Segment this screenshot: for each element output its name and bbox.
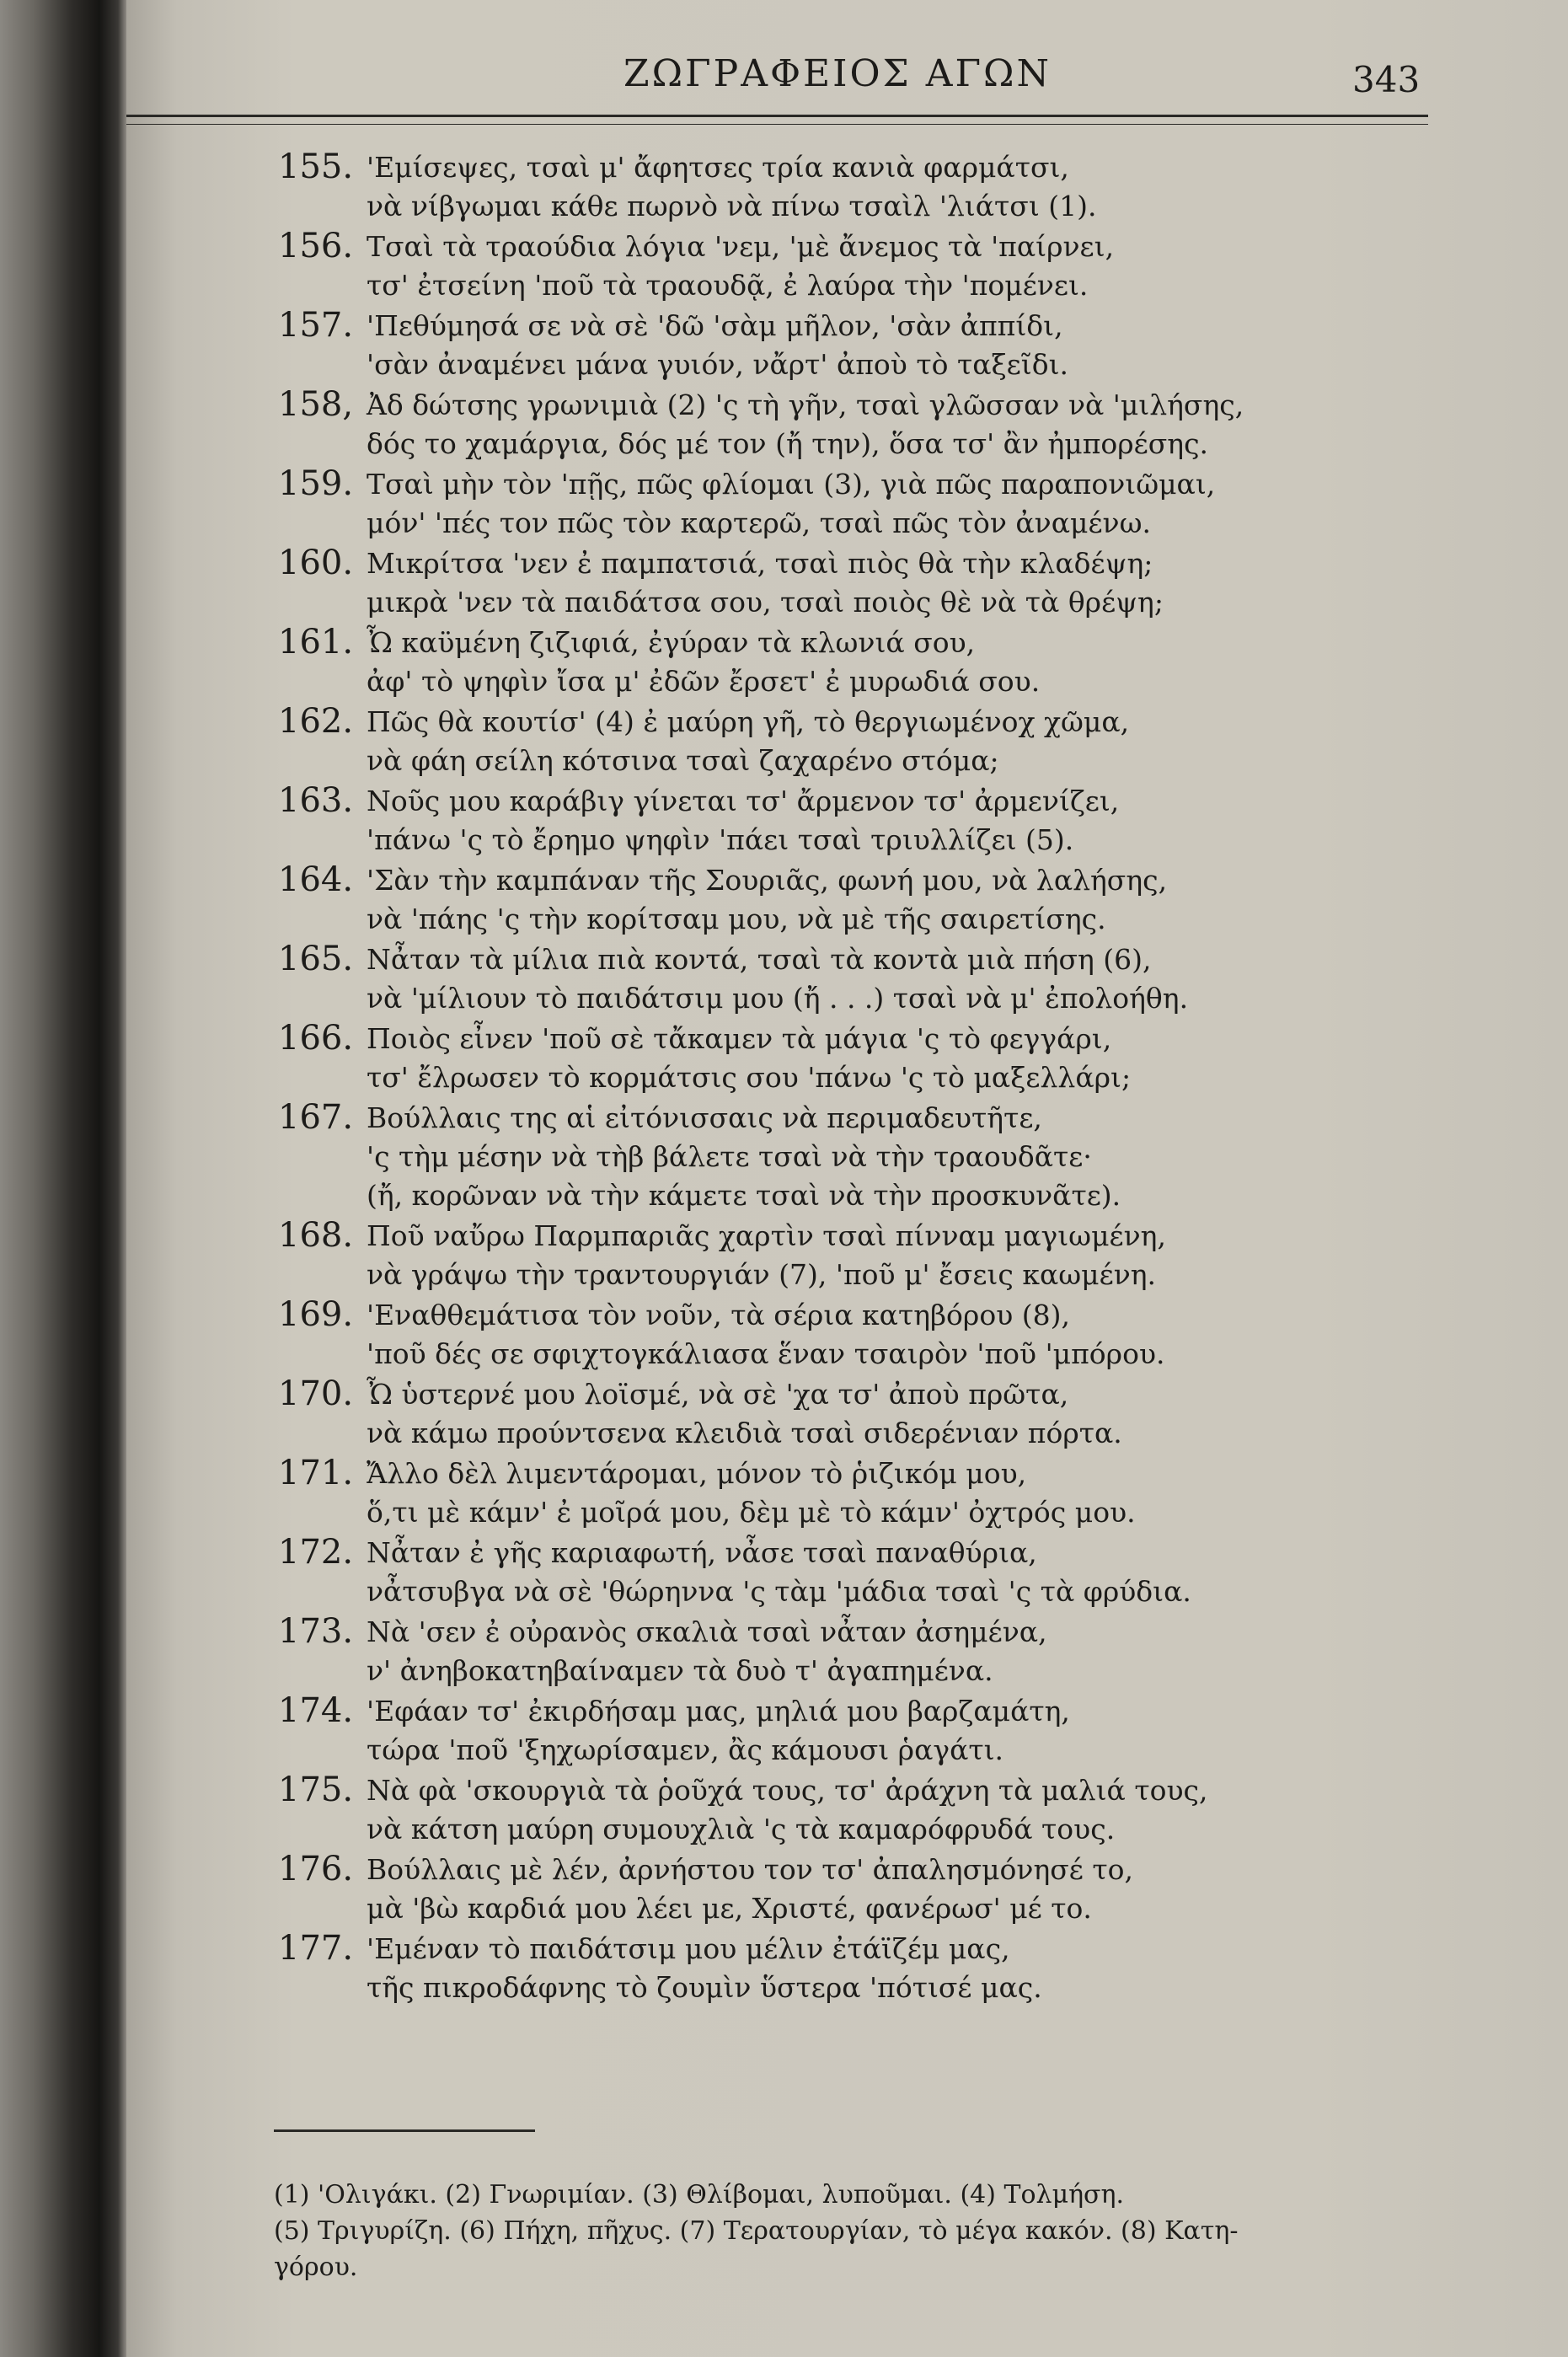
- verse-entry: [126, 1295, 1441, 1374]
- verse-line: τώρα 'ποῦ 'ξηχωρίσαμεν, ἂς κάμουσι ῥαγάτι.: [367, 1733, 1004, 1766]
- verse-number: 159.: [278, 464, 354, 503]
- verse-number: 165.: [278, 940, 354, 978]
- verse-entry: [126, 1770, 1441, 1850]
- verse-line: τσ' ἔλρωσεν τὸ κορμάτσις σου 'πάνω 'ς τὸ μαξελλάρι;: [367, 1061, 1132, 1094]
- verse-line: 'Εμέναν τὸ παιδάτσιμ μου μέλιν ἐτάϊζέμ μας,: [367, 1932, 1010, 1965]
- verse-line: 'Σὰν τὴν καμπάναν τῆς Σουριᾶς, φωνή μου, νὰ λαλήσης,: [367, 864, 1168, 897]
- verse-entry: [126, 940, 1441, 1019]
- verse-number: 168.: [278, 1216, 354, 1255]
- verse-line: Νἆταν ἐ γῆς καριαφωτή, νἆσε τσαὶ παναθύρια,: [367, 1536, 1037, 1569]
- verse-line: (ἤ, κορῶναν νὰ τὴν κάμετε τσαὶ νὰ τὴν προσκυνᾶτε).: [367, 1179, 1121, 1212]
- verse-line: νὰ νίβγωμαι κάθε πωρνὸ νὰ πίνω τσαὶλ 'λιάτσι (1).: [367, 190, 1097, 222]
- verse-line: Βούλλαις της αἱ εἰτόνισσαις νὰ περιμαδευτῆτε,: [367, 1101, 1042, 1134]
- verse-line: νὰ 'μίλιουν τὸ παιδάτσιμ μου (ἤ . . .) τσαὶ νὰ μ' ἐπολοήθη.: [367, 982, 1189, 1015]
- verse-line: μόν' 'πές τον πῶς τὸν καρτερῶ, τσαὶ πῶς τὸν ἀναμένω.: [367, 506, 1152, 539]
- verse-line: νἆτσυβγα νὰ σὲ 'θώρηννα 'ς τὰμ 'μάδια τσαὶ 'ς τὰ φρύδια.: [367, 1575, 1191, 1608]
- verse-number: 175.: [278, 1770, 354, 1809]
- verse-line: τῆς πικροδάφνης τὸ ζουμὶν ὕστερα 'πότισέ μας.: [367, 1971, 1042, 2004]
- verse-line: 'Εφάαν τσ' ἐκιρδήσαμ μας, μηλιά μου βαρζαμάτη,: [367, 1695, 1070, 1728]
- verse-line: νὰ φάη σείλη κότσινα τσαὶ ζαχαρένο στόμα;: [367, 744, 999, 777]
- verse-number: 170.: [278, 1374, 354, 1413]
- verse-line: ν' ἀνηβοκατηβαίναμεν τὰ δυὸ τ' ἀγαπημένα.: [367, 1654, 993, 1687]
- verse-entry: [126, 860, 1441, 940]
- verse-line: 'ποῦ δές σε σφιχτογκάλιασα ἕναν τσαιρὸν 'ποῦ 'μπόρου.: [367, 1337, 1165, 1370]
- verse-entry: [126, 623, 1441, 702]
- verse-number: 167.: [278, 1098, 354, 1137]
- verse-line: Νὰ 'σεν ἐ οὐρανὸς σκαλιὰ τσαὶ νἆταν ἀσημένα,: [367, 1615, 1047, 1648]
- verse-number: 177.: [278, 1929, 354, 1968]
- verse-line: Τσαὶ τὰ τραούδια λόγια 'νεμ, 'μὲ ἄνεμος τὰ 'παίρνει,: [367, 230, 1115, 263]
- verse-number: 176.: [278, 1850, 354, 1888]
- footnote-line: γόρου.: [274, 2253, 358, 2282]
- verse-line: τσ' ἐτσείνη 'ποῦ τὰ τραουδᾷ, ἐ λαύρα τὴν 'πομένει.: [367, 269, 1089, 302]
- verse-entry: [126, 147, 1441, 227]
- verse-line: Νὰ φὰ 'σκουργιὰ τὰ ῥοῦχά τους, τσ' ἀράχνη τὰ μαλιά τους,: [367, 1774, 1208, 1807]
- verse-line: ἀφ' τὸ ψηφὶν ἴσα μ' ἐδῶν ἔρσετ' ἐ μυρωδιά σου.: [367, 665, 1041, 698]
- verse-number: 166.: [278, 1019, 354, 1058]
- verse-line: 'Εμίσεψες, τσαὶ μ' ἄφητσες τρία κανιὰ φαρμάτσι,: [367, 151, 1069, 184]
- verse-entry: [126, 1454, 1441, 1533]
- book-spine-shadow: [0, 0, 126, 2357]
- verse-number: 158,: [278, 385, 354, 424]
- verse-number: 156.: [278, 227, 354, 265]
- verse-number: 171.: [278, 1454, 354, 1492]
- verse-line: 'Πεθύμησά σε νὰ σὲ 'δῶ 'σὰμ μῆλον, 'σὰν ἀππίδι,: [367, 309, 1063, 342]
- verse-entry: [126, 544, 1441, 623]
- verse-entry: [126, 306, 1441, 385]
- verse-line: Ὦ καϋμένη ζιζιφιά, ἐγύραν τὰ κλωνιά σου,: [367, 626, 976, 659]
- verse-number: 172.: [278, 1533, 354, 1572]
- verse-line: Τσαὶ μὴν τὸν 'πῇς, πῶς φλίομαι (3), γιὰ πῶς παραπονιῶμαι,: [367, 468, 1216, 501]
- verse-entry: [126, 385, 1441, 464]
- verse-entry: [126, 1098, 1441, 1216]
- verse-line: Μικρίτσα 'νεν ἐ παμπατσιά, τσαὶ πιὸς θὰ τὴν κλαδέψη;: [367, 547, 1153, 580]
- verse-line: Νἆταν τὰ μίλια πιὰ κοντά, τσαὶ τὰ κοντὰ μιὰ πήση (6),: [367, 943, 1152, 976]
- verse-line: 'πάνω 'ς τὸ ἔρημο ψηφὶν 'πάει τσαὶ τριυλλίζει (5).: [367, 823, 1074, 856]
- verse-entry: [126, 1374, 1441, 1454]
- verse-line: νὰ κάτση μαύρη συμουχλιὰ 'ς τὰ καμαρόφρυδά τους.: [367, 1813, 1116, 1845]
- book-page: [126, 0, 1568, 2357]
- verse-line: μὰ 'βὼ καρδιά μου λέει με, Χριστέ, φανέρωσ' μέ το.: [367, 1892, 1092, 1925]
- verse-line: Πῶς θὰ κουτίσ' (4) ἐ μαύρη γῆ, τὸ θεργιωμένοχ χῶμα,: [367, 705, 1130, 738]
- verse-number: 155.: [278, 147, 354, 186]
- verse-entry: [126, 227, 1441, 306]
- verse-number: 174.: [278, 1691, 354, 1730]
- footnote-rule: [274, 2129, 535, 2132]
- verse-entry: [126, 1929, 1441, 2008]
- verse-line: Ὦ ὑστερνέ μου λοϊσμέ, νὰ σὲ 'χα τσ' ἀποὺ πρῶτα,: [367, 1378, 1069, 1411]
- verse-line: 'Εναθθεμάτισα τὸν νοῦν, τὰ σέρια κατηβόρου (8),: [367, 1299, 1070, 1331]
- verse-entry: [126, 1216, 1441, 1295]
- verse-line: δός το χαμάργια, δός μέ τον (ἤ την), ὅσα τσ' ἂν ἠμπορέσης.: [367, 427, 1209, 460]
- verse-entry: [126, 1019, 1441, 1098]
- header-rule-thin: [126, 124, 1428, 125]
- verse-number: 164.: [278, 860, 354, 899]
- verse-number: 161.: [278, 623, 354, 662]
- verse-number: 173.: [278, 1612, 354, 1651]
- verse-line: 'ς τὴμ μέσην νὰ τὴβ βάλετε τσαὶ νὰ τὴν τραουδᾶτε·: [367, 1140, 1092, 1173]
- verse-line: νὰ 'πάης 'ς τὴν κορίτσαμ μου, νὰ μὲ τῆς σαιρετίσης.: [367, 903, 1106, 935]
- header-rule: [126, 115, 1428, 117]
- verse-entry: [126, 1850, 1441, 1929]
- verse-line: νὰ κάμω προύντσενα κλειδιὰ τσαὶ σιδερένιαν πόρτα.: [367, 1417, 1122, 1449]
- verse-line: νὰ γράψω τὴν τραντουργιάν (7), 'ποῦ μ' ἔσεις καωμένη.: [367, 1258, 1157, 1291]
- verse-line: ὅ,τι μὲ κάμν' ἐ μοῖρά μου, δὲμ μὲ τὸ κάμν' ὀχτρός μου.: [367, 1496, 1136, 1529]
- verse-number: 162.: [278, 702, 354, 741]
- verse-line: Ποῦ ναὔρω Παρμπαριᾶς χαρτὶν τσαὶ πίνναμ μαγιωμένη,: [367, 1219, 1166, 1252]
- verse-line: Ποιὸς εἶνεν 'ποῦ σὲ τἄκαμεν τὰ μάγια 'ς τὸ φεγγάρι,: [367, 1022, 1112, 1055]
- footnote-line: (1) 'Ολιγάκι. (2) Γνωριμίαν. (3) Θλίβομαι, λυποῦμαι. (4) Τολμήση.: [274, 2180, 1125, 2210]
- verse-line: Ἀδ δώτσης γρωνιμιὰ (2) 'ς τὴ γῆν, τσαὶ γλῶσσαν νὰ 'μιλήσης,: [367, 388, 1244, 421]
- page-number: 343: [1352, 59, 1421, 100]
- verse-entry: [126, 464, 1441, 544]
- verse-line: Βούλλαις μὲ λέν, ἀρνήστου τον τσ' ἀπαλησμόνησέ το,: [367, 1853, 1133, 1886]
- verse-line: 'σὰν ἀναμένει μάνα γυιόν, νἄρτ' ἀποὺ τὸ ταξεῖδι.: [367, 348, 1069, 381]
- verse-entry: [126, 702, 1441, 781]
- verse-line: μικρὰ 'νεν τὰ παιδάτσα σου, τσαὶ ποιὸς θὲ νὰ τὰ θρέψη;: [367, 586, 1164, 619]
- verse-number: 169.: [278, 1295, 354, 1334]
- running-header-title: ΖΩΓΡΑΦΕΙΟΣ ΑΓΩΝ: [623, 52, 1052, 95]
- verse-line: Ἄλλο δὲλ λιμεντάρομαι, μόνον τὸ ῥιζικόμ μου,: [367, 1457, 1027, 1490]
- verse-number: 160.: [278, 544, 354, 582]
- verse-number: 163.: [278, 781, 354, 820]
- verse-entry: [126, 1533, 1441, 1612]
- verse-entry: [126, 1612, 1441, 1691]
- verse-number: 157.: [278, 306, 354, 345]
- verse-line: Νοῦς μου καράβιγ γίνεται τσ' ἄρμενον τσ' ἀρμενίζει,: [367, 785, 1120, 817]
- verse-entry: [126, 1691, 1441, 1770]
- verse-entry: [126, 781, 1441, 860]
- footnote-line: (5) Τριγυρίζη. (6) Πήχη, πῆχυς. (7) Τερατουργίαν, τὸ μέγα κακόν. (8) Κατη-: [274, 2216, 1239, 2246]
